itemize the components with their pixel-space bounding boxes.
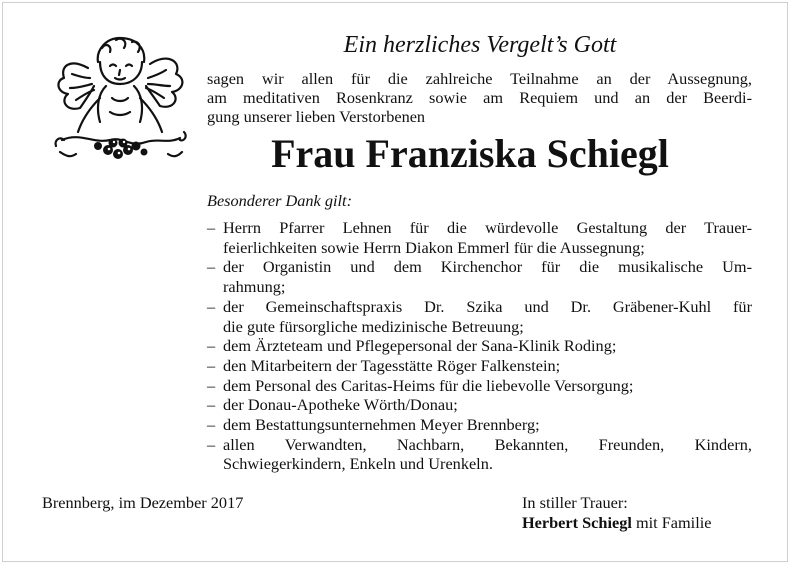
mourner-name: Herbert Schiegl [522, 513, 632, 532]
intro-line: am meditativen Rosenkranz sowie am Requiem und an der Beerdi- [207, 88, 752, 107]
list-dash: – [207, 434, 216, 454]
thanks-item [207, 435, 752, 474]
angel-icon [50, 28, 190, 168]
thanks-item-line: Herrn Pfarrer Lehnen für die würdevolle Gestaltung der Trauer- [223, 218, 752, 237]
thanks-item [207, 376, 752, 396]
thanks-item [207, 218, 752, 257]
thanks-item [207, 395, 752, 415]
list-dash: – [207, 257, 216, 277]
intro-line: sagen wir allen für die zahlreiche Teilnahme an der Aussegnung, [207, 69, 752, 88]
notice-heading: Ein herzliches Vergelt’s Gott [343, 32, 617, 58]
list-dash: – [207, 415, 216, 435]
thanks-title: Besonderer Dank gilt: [207, 191, 352, 210]
thanks-item-line: den Mitarbeitern der Tagesstätte Röger Falkenstein; [223, 355, 561, 375]
place-date: Brennberg, im Dezember 2017 [42, 493, 244, 512]
intro-line: gung unserer lieben Verstorbenen [207, 107, 426, 126]
list-dash: – [207, 336, 216, 356]
thanks-item-line: dem Personal des Caritas-Heims für die liebevolle Versorgung; [223, 375, 634, 395]
deceased-name: Frau Franziska Schiegl [271, 131, 669, 176]
thanks-item-line: der Donau-Apotheke Wörth/Donau; [223, 395, 458, 415]
thanks-item [207, 356, 752, 376]
thanks-item-line: die gute fürsorgliche medizinische Betreuung; [223, 316, 524, 336]
mourner-suffix: mit Familie [631, 513, 712, 532]
intro-text [207, 69, 752, 126]
mourning-label: In stiller Trauer: [522, 493, 628, 512]
thanks-list [207, 218, 752, 474]
thanks-item-line: der Organistin und dem Kirchenchor für die musikalische Um- [223, 257, 752, 277]
thanks-item [207, 257, 752, 296]
thanks-item [207, 415, 752, 435]
signature-block [522, 493, 711, 533]
thanks-item-line: dem Bestattungsunternehmen Meyer Brennberg; [223, 415, 540, 435]
thanks-item-line: der Gemeinschaftspraxis Dr. Szika und Dr. Gräbener-Kuhl für [223, 296, 752, 316]
thanks-item-line: rahmung; [223, 277, 286, 297]
list-dash: – [207, 375, 216, 395]
thanks-item [207, 336, 752, 356]
list-dash: – [207, 355, 216, 375]
list-dash: – [207, 395, 216, 415]
list-dash: – [207, 218, 216, 237]
thanks-item-line: dem Ärzteteam und Pflegepersonal der Sana-Klinik Roding; [223, 336, 617, 356]
mourner-line [522, 513, 711, 533]
list-dash: – [207, 296, 216, 316]
thanks-item [207, 297, 752, 336]
thanks-item-line: allen Verwandten, Nachbarn, Bekannten, Freunden, Kindern, [223, 434, 752, 454]
thanks-item-line: feierlichkeiten sowie Herrn Diakon Emmerl für die Aussegnung; [223, 237, 645, 257]
thanks-item-line: Schwiegerkindern, Enkeln und Urenkeln. [223, 454, 493, 474]
